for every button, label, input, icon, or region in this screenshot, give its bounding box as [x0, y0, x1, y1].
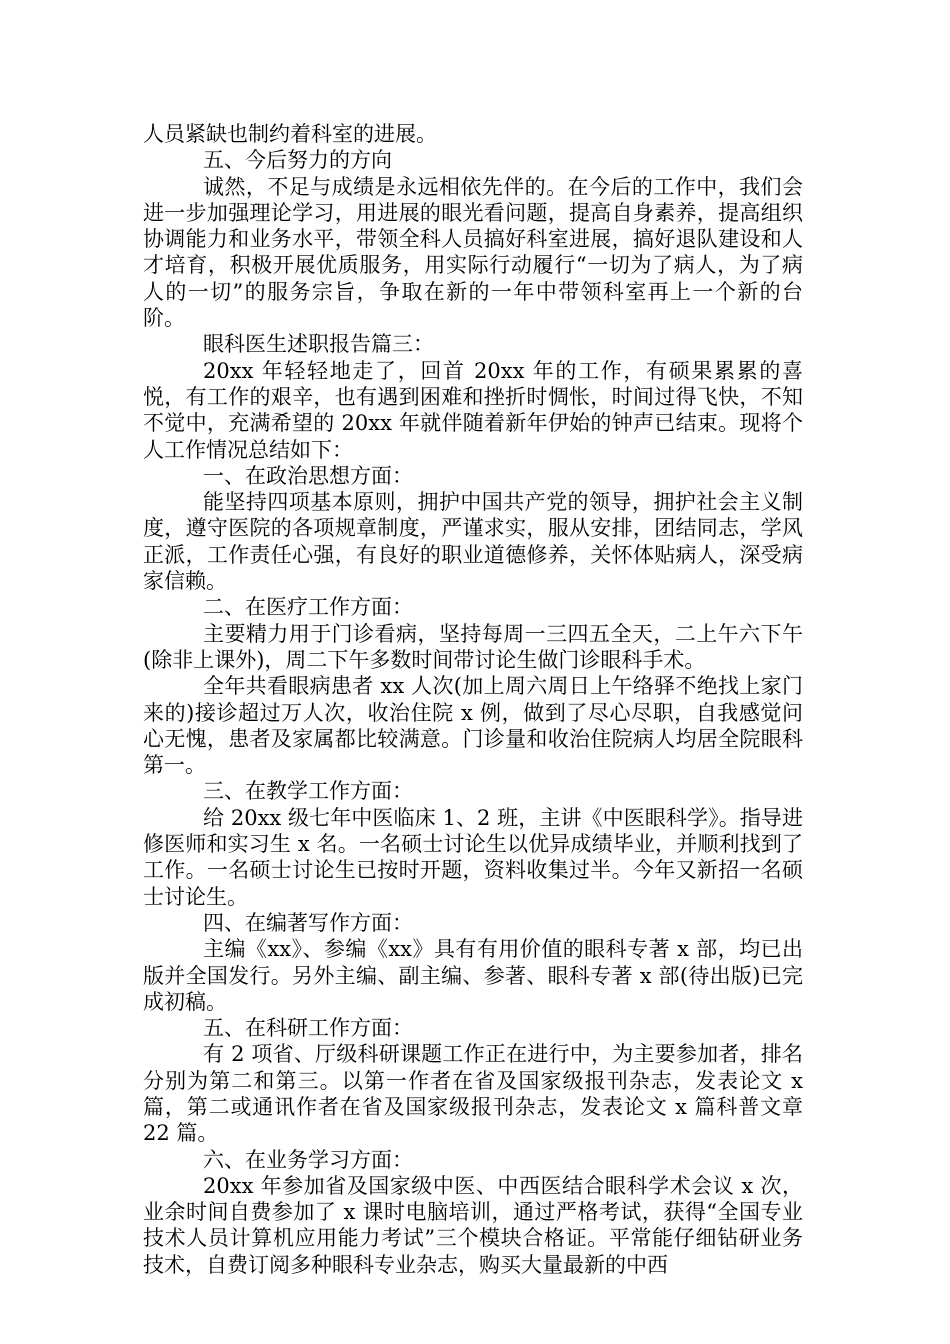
paragraph-study: 20xx 年参加省及国家级中医、中西医结合眼科学术会议 x 次，业余时间自费参加了 x 课时电脑培训，通过严格考试，获得“全国专业技术人员计算机应用能力考试”三个模块合格证。平常能仔细钻研业务技术，自费订阅多种眼科专业杂志，购买大量最新的中西	[143, 1173, 803, 1277]
paragraph-introduction: 20xx 年轻轻地走了，回首 20xx 年的工作，有硕果累累的喜悦，有工作的艰辛，也有遇到困难和挫折时惆怅，时间过得飞快，不知不觉中，充满希望的 20xx 年就伴随着新年伊始的钟声已结束。现将个人工作情况总结如下：	[143, 358, 803, 462]
paragraph-continuation: 人员紧缺也制约着科室的进展。	[143, 122, 437, 146]
document-body	[143, 121, 803, 1278]
paragraph-teaching: 给 20xx 级七年中医临床 1、2 班，主讲《中医眼科学》。指导进修医师和实习生 x 名。一名硕士讨论生以优异成绩毕业，并顺利找到了工作。一名硕士讨论生已按时开题，资料收集过半。今年又新招一名硕士讨论生。	[143, 805, 803, 909]
section-heading-political: 一、在政治思想方面：	[203, 463, 413, 488]
report-title-part-three: 眼科医生述职报告篇三：	[203, 332, 434, 357]
section-heading-study: 六、在业务学习方面：	[203, 1147, 413, 1172]
section-heading-writing: 四、在编著写作方面：	[203, 910, 413, 935]
section-heading-future-direction: 五、今后努力的方向	[203, 148, 392, 173]
paragraph-writing: 主编《xx》、参编《xx》具有有用价值的眼科专著 x 部，均已出版并全国发行。另外主编、副主编、参著、眼科专著 x 部(待出版)已完成初稿。	[143, 937, 803, 1014]
paragraph-medical-schedule: 主要精力用于门诊看病，坚持每周一三四五全天，二上午六下午(除非上课外)，周二下午多数时间带讨论生做门诊眼科手术。	[143, 621, 803, 672]
section-heading-medical: 二、在医疗工作方面：	[203, 595, 413, 620]
paragraph-future-plans: 诚然，不足与成绩是永远相依先伴的。在今后的工作中，我们会进一步加强理论学习，用进展的眼光看问题，提高自身素养，提高组织协调能力和业务水平，带领全科人员搞好科室进展，搞好退队建设和人才培育，积极开展优质服务，用实际行动履行“一切为了病人，为了病人的一切”的服务宗旨，争取在新的一年中带领科室再上一个新的台阶。	[143, 174, 803, 331]
paragraph-political: 能坚持四项基本原则，拥护中国共产党的领导，拥护社会主义制度，遵守医院的各项规章制度，严谨求实，服从安排，团结同志，学风正派，工作责任心强，有良好的职业道德修养，关怀体贴病人，深受病家信赖。	[143, 490, 803, 594]
paragraph-research: 有 2 项省、厅级科研课题工作正在进行中，为主要参加者，排名分别为第二和第三。以第一作者在省及国家级报刊杂志，发表论文 x 篇，第二或通讯作者在省及国家级报刊杂志，发表论文 x 篇科普文章 22 篇。	[143, 1042, 803, 1146]
section-heading-teaching: 三、在教学工作方面：	[203, 779, 413, 804]
section-heading-research: 五、在科研工作方面：	[203, 1016, 413, 1041]
paragraph-medical-statistics: 全年共看眼病患者 xx 人次(加上周六周日上午络驿不绝找上家门来的)接诊超过万人次，收治住院 x 例，做到了尽心尽职，自我感觉问心无愧，患者及家属都比较满意。门诊量和收治住院病人均居全院眼科第一。	[143, 674, 803, 778]
